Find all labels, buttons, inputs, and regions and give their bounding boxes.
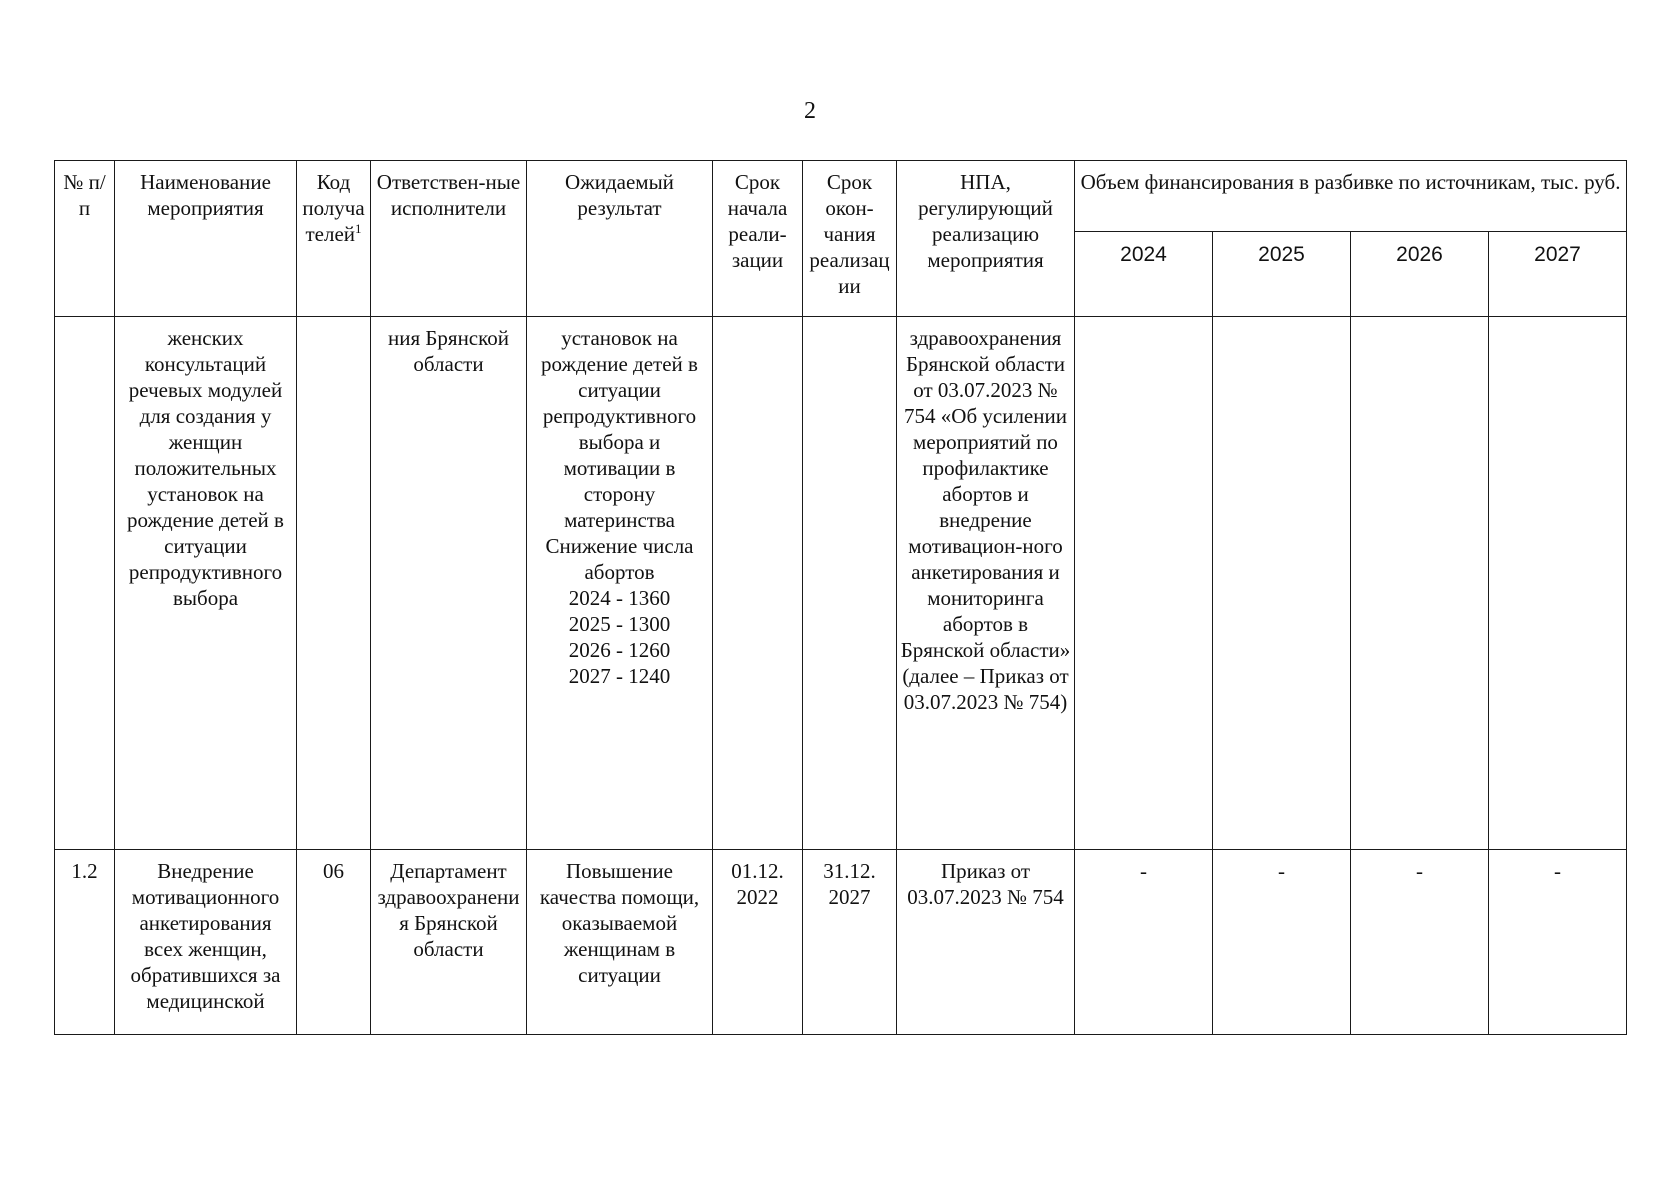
cell-result: Повышение качества помощи, оказываемой женщинам в ситуации: [527, 850, 713, 1035]
cell-2025: -: [1213, 850, 1351, 1035]
cell-start: 01.12. 2022: [713, 850, 803, 1035]
cell-2027: [1489, 317, 1627, 850]
cell-name: Внедрение мотивационного анкетирования всех женщин, обратившихся за медицинской: [115, 850, 297, 1035]
cell-2024: -: [1075, 850, 1213, 1035]
cell-end: 31.12. 2027: [803, 850, 897, 1035]
cell-num: [55, 317, 115, 850]
cell-2026: [1351, 317, 1489, 850]
header-year-2027: 2027: [1489, 232, 1627, 317]
header-start: Срок начала реали-зации: [713, 161, 803, 317]
cell-code: 06: [297, 850, 371, 1035]
result-text: установок на рождение детей в ситуации репродуктивного выбора и мотивации в сторону материнства Снижение числа абортов: [541, 326, 698, 584]
cell-start: [713, 317, 803, 850]
header-name: Наименование мероприятия: [115, 161, 297, 317]
header-end: Срок окон-чания реализации: [803, 161, 897, 317]
cell-npa: Приказ от 03.07.2023 № 754: [897, 850, 1075, 1035]
cell-npa: здравоохранения Брянской области от 03.07.2023 № 754 «Об усилении мероприятий по профилактике абортов и внедрение мотивацион-ного анкетирования и мониторинга абортов в Брянской области» (далее – Приказ от 03.07.2023 № 754): [897, 317, 1075, 850]
header-code: [297, 161, 371, 317]
result-target-2024: 2024 - 1360: [568, 586, 671, 610]
cell-responsible: Департамент здравоохранения Брянской области: [371, 850, 527, 1035]
header-num: № п/п: [55, 161, 115, 317]
cell-num: 1.2: [55, 850, 115, 1035]
cell-name: женских консультаций речевых модулей для создания у женщин положительных установок на рождение детей в ситуации репродуктивного выбора: [115, 317, 297, 850]
cell-2025: [1213, 317, 1351, 850]
table-row: [55, 317, 1627, 850]
header-row: [55, 161, 1627, 232]
cell-result: [527, 317, 713, 850]
result-target-2025: 2025 - 1300: [568, 612, 671, 636]
header-result: Ожидаемый результат: [527, 161, 713, 317]
table-row: [55, 850, 1627, 1035]
header-year-2025: 2025: [1213, 232, 1351, 317]
header-year-2026: 2026: [1351, 232, 1489, 317]
cell-2026: -: [1351, 850, 1489, 1035]
header-year-2024: 2024: [1075, 232, 1213, 317]
cell-2027: -: [1489, 850, 1627, 1035]
header-code-footnote: 1: [355, 221, 362, 236]
header-code-text: Код получателей: [302, 170, 365, 246]
result-target-2027: 2027 - 1240: [568, 664, 671, 688]
page-number: 2: [804, 98, 816, 124]
cell-responsible: ния Брянской области: [371, 317, 527, 850]
cell-code: [297, 317, 371, 850]
activities-table: [54, 160, 1627, 1035]
cell-end: [803, 317, 897, 850]
result-target-2026: 2026 - 1260: [568, 638, 671, 662]
header-npa: НПА, регулирующий реализацию мероприятия: [897, 161, 1075, 317]
cell-2024: [1075, 317, 1213, 850]
header-responsible: Ответствен-ные исполнители: [371, 161, 527, 317]
header-funding: Объем финансирования в разбивке по источникам, тыс. руб.: [1075, 161, 1627, 232]
